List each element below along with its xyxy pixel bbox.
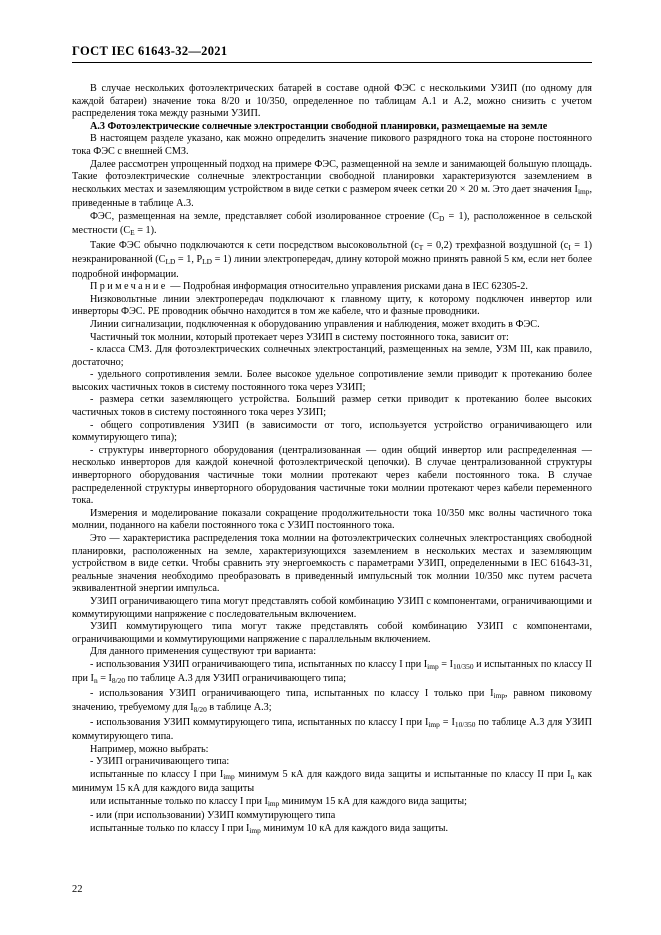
- page-number: 22: [72, 884, 83, 895]
- paragraph: - или (при использовании) УЗИП коммутирующего типа: [90, 810, 336, 822]
- paragraph: В настоящем разделе указано, как можно определить значение пикового разрядного тока на стороне постоянного тока ФЭС с внешней СМЗ.: [72, 133, 592, 157]
- paragraph: - удельного сопротивления земли. Более высокое удельное сопротивление земли приводит к протеканию более высоких частичных токов в систему постоянного тока через УЗИП;: [72, 369, 592, 393]
- paragraph: Такие ФЭС обычно подключаются к сети посредством высоковольтной $(c_T = 0,2)$ трехфазной воздушной $(c_I = 1)$ неэкранированной ($C_{LD} = 1$, $P_{LD} = 1$) линии электропередач, длину которой можно принять равной 5 км, если нет более подробной информации.: [72, 239, 593, 280]
- paragraph: Линии сигнализации, подключенная к оборудованию управления и наблюдения, может входить в ФЭС.: [90, 318, 540, 330]
- paragraph: испытанные по классу I при $I_{imp}$ минимум 5 кА для каждого вида защиты и испытанные по классу II при $I_n$ как минимум 15 кА для каждого вида защиты: [72, 768, 592, 795]
- paragraph: Это — характеристика распределения тока молнии на фотоэлектрических солнечных электростанциях свободной планировки, расположенных на земле, характеризующихся заземлением в нескольких местах и заземляющим устройством в виде сетки. Чтобы сравнить эту энергоемкость с параметрами УЗИП, определенными в IEC 61643-31, реальные значения необходимо преобразовать в приведенный импульсный ток молнии 10/350 мкс путем расчета эквивалентной энергии импульса.: [72, 533, 592, 595]
- header-rule: [72, 62, 592, 63]
- paragraph: - использования УЗИП ограничивающего типа, испытанных по классу I при $I_{imp} = I_{10/350}$ и испытанных по классу II при $I_n = I_{8/20}$ по таблице А.3 для УЗИП ограничивающего типа;: [72, 658, 592, 686]
- paragraph: Далее рассмотрен упрощенный подход на примере ФЭС, размещенной на земле и занимающей большую площадь. Такие фотоэлектрические солнечные электростанции свободной планировки характеризуются заземлением в нескольких местах и заземляющим устройством в виде сетки с размером ячеек сетки 20 × 20 м. Это дает значения $I_{imp}$, приведенные в таблице А.3.: [72, 158, 592, 210]
- paragraph: - использования УЗИП коммутирующего типа, испытанных по классу I при $I_{imp} = I_{10/350}$ по таблице А.3 для УЗИП коммутирующего типа.: [72, 716, 593, 743]
- paragraph: Например, можно выбрать:: [90, 743, 209, 755]
- paragraph: УЗИП ограничивающего типа могут представлять собой комбинацию УЗИП с компонентами, ограничивающими и коммутирующими напряжение с последовательным включением.: [72, 595, 592, 620]
- paragraph: В случае нескольких фотоэлектрических батарей в составе одной ФЭС с несколькими УЗИП (по одному для каждой батареи) значение тока 8/20 и 10/350, определенное по таблицам А.1 и А.2, можно снизить с учетом распределения тока между разными УЗИП.: [72, 83, 592, 120]
- page-header: [72, 44, 227, 59]
- paragraph: ФЭС, размещенная на земле, представляет собой изолированное строение $(C_D = 1)$, расположенное в сельской местности $(C_E = 1)$.: [72, 210, 592, 238]
- paragraph: или испытанные только по классу I при $I_{imp}$ минимум 15 кА для каждого вида защиты;: [90, 795, 467, 808]
- paragraph: - использования УЗИП ограничивающего типа, испытанных по классу I только при $I_{imp}$, равном пиковому значению, требуемому для $I_{8/20}$ в таблице А.3;: [72, 687, 592, 715]
- paragraph: Измерения и моделирование показали сокращение продолжительности тока 10/350 мкс волны частичного тока молнии, поданного на кабели постоянного тока с УЗИП постоянного тока.: [72, 507, 592, 532]
- paragraph: Частичный ток молнии, который протекает через УЗИП в систему постоянного тока, зависит от:: [90, 331, 509, 343]
- paragraph: - УЗИП ограничивающего типа:: [90, 756, 230, 768]
- paragraph: Примечание — Подробная информация относительно управления рисками дана в IEC 62305-2.: [90, 281, 528, 293]
- paragraph: - общего сопротивления УЗИП (в зависимости от того, используется устройство ограничивающего или коммутирующего типа);: [72, 419, 592, 444]
- paragraph: - структуры инверторного оборудования (централизованная — один общий инвертор или распределенная — несколько инверторов для каждой конечной фотоэлектрической цепочки). В случае централизованной структуры инверторного оборудования частичные токи молнии протекают через кабели постоянного тока. В случае распределенной структуры инверторного оборудования частичные токи молнии протекают через кабели переменного тока.: [72, 444, 592, 507]
- page-body: [72, 83, 592, 837]
- standard-title: ГОСТ IEC 61643-32—2021: [72, 44, 228, 58]
- paragraph: Низковольтные линии электропередач подключают к главному щиту, к которому подключен инвертор или инверторы ФЭС. РЕ проводник обычно находится в том же кабеле, что и фазные проводники.: [72, 293, 592, 318]
- paragraph: - класса СМЗ. Для фотоэлектрических солнечных электростанций, размещенных на земле, УЗМ III, как правило, достаточно;: [72, 344, 592, 368]
- paragraph: - размера сетки заземляющего устройства. Больший размер сетки приводит к протеканию более высоких частичных токов в систему постоянного тока через УЗИП;: [72, 394, 592, 419]
- paragraph: А.3 Фотоэлектрические солнечные электростанции свободной планировки, размещаемые на земле: [90, 120, 548, 132]
- paragraph: испытанные только по классу I при $I_{imp}$ минимум 10 кА для каждого вида защиты.: [90, 822, 449, 835]
- paragraph: Для данного применения существуют три варианта:: [90, 646, 317, 658]
- paragraph: УЗИП коммутирующего типа могут также представлять собой комбинацию УЗИП с компонентами, ограничивающими и коммутирующими напряжение с параллельным включением.: [72, 621, 592, 645]
